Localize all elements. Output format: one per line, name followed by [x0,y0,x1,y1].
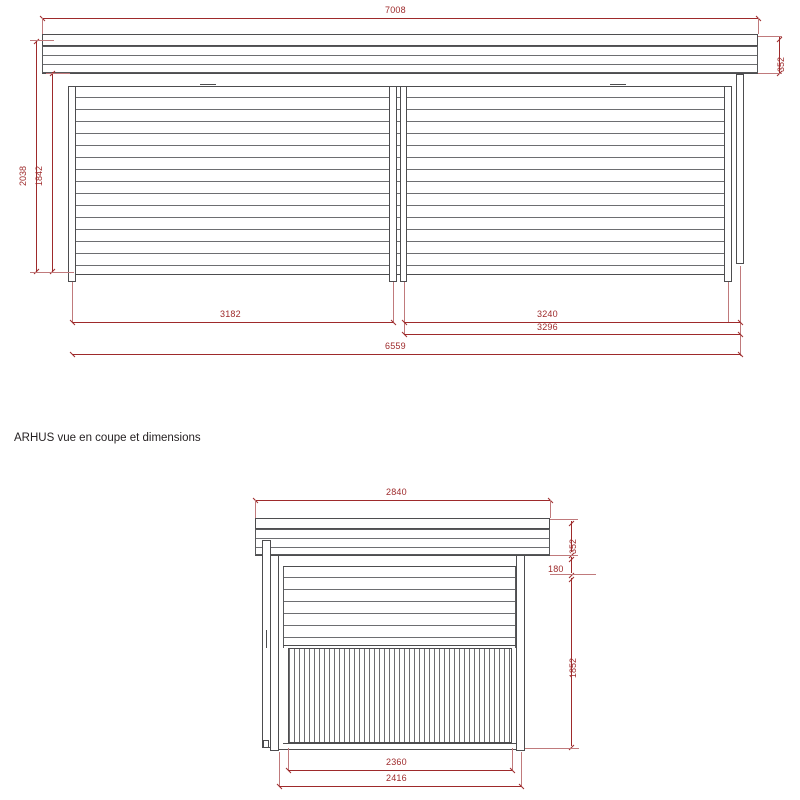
dim-line-2360 [288,770,512,771]
dim-label-overall-width-bottom: 6559 [385,341,406,351]
dim-line-3182 [72,322,393,323]
dim-label-roof-thickness: 352 [568,538,578,554]
dim-label-overall-width-top: 7008 [385,5,406,15]
dim-label-overall-width-top: 2840 [386,487,407,497]
dim-line-6559 [72,354,740,355]
dim-line-2416 [279,786,521,787]
roof-fascia-planks [42,46,758,73]
post-middle-right [400,86,407,282]
dim-line-2038 [36,40,37,272]
ext-line [255,500,256,518]
ext-line [550,555,578,556]
ext-line [30,272,74,273]
dim-label-bay-right-outer: 3296 [537,322,558,332]
roof-bottom-edge [255,555,550,556]
ext-line [740,266,741,356]
ext-line [279,752,280,786]
dim-label-wall-height: 1842 [34,165,44,186]
wall-notch [200,84,216,85]
ext-line [550,519,578,520]
roof-top-edge [255,518,550,529]
ext-line [46,73,70,74]
post-left [68,86,76,282]
ext-line [30,40,54,41]
dim-label-wall-height: 1852 [568,657,578,678]
dim-label-base-width-inner: 2360 [386,757,407,767]
dim-label-bay-right: 3240 [537,309,558,319]
roof-bottom-edge [42,73,758,74]
ext-line [521,752,522,786]
post-left [270,555,279,751]
ext-line [404,282,405,334]
ext-line [758,18,759,34]
ext-line [550,574,596,575]
dim-label-bay-left: 3182 [220,309,241,319]
door-handle [266,630,267,648]
dim-line-3240 [404,322,740,323]
dim-label-roof-thickness: 352 [776,56,786,72]
ext-line [288,748,289,770]
floor-line [278,749,521,750]
dim-line-3296 [404,334,740,335]
balustrade-bottom-rail [283,743,516,744]
wall-planks [283,566,516,648]
ext-line [758,36,782,37]
ext-line [393,282,394,322]
roof-fascia-planks [255,529,550,555]
roof-top-edge [42,34,758,46]
post-right [724,86,732,282]
dim-label-base-width-outer: 2416 [386,773,407,783]
post-middle-left [389,86,397,282]
post-right-outer [736,74,744,264]
dim-line-7008 [42,18,758,19]
dim-line-2840 [255,500,550,501]
dim-label-total-height: 2038 [18,165,28,186]
foot-left [263,740,269,748]
wall-notch [610,84,626,85]
dim-line-1842 [52,72,53,272]
wall-top-edge [283,566,516,567]
ext-line [512,748,513,770]
ext-line [758,73,782,74]
balustrade-top-rail [283,645,516,646]
balustrade-slats [288,648,512,743]
ext-line [72,282,73,322]
ext-line [728,282,729,322]
dim-label-fascia-offset: 180 [548,564,564,574]
ext-line [550,500,551,518]
post-right [516,555,525,751]
ext-line [525,748,579,749]
caption: ARHUS vue en coupe et dimensions [14,432,201,444]
ext-line [42,18,43,34]
